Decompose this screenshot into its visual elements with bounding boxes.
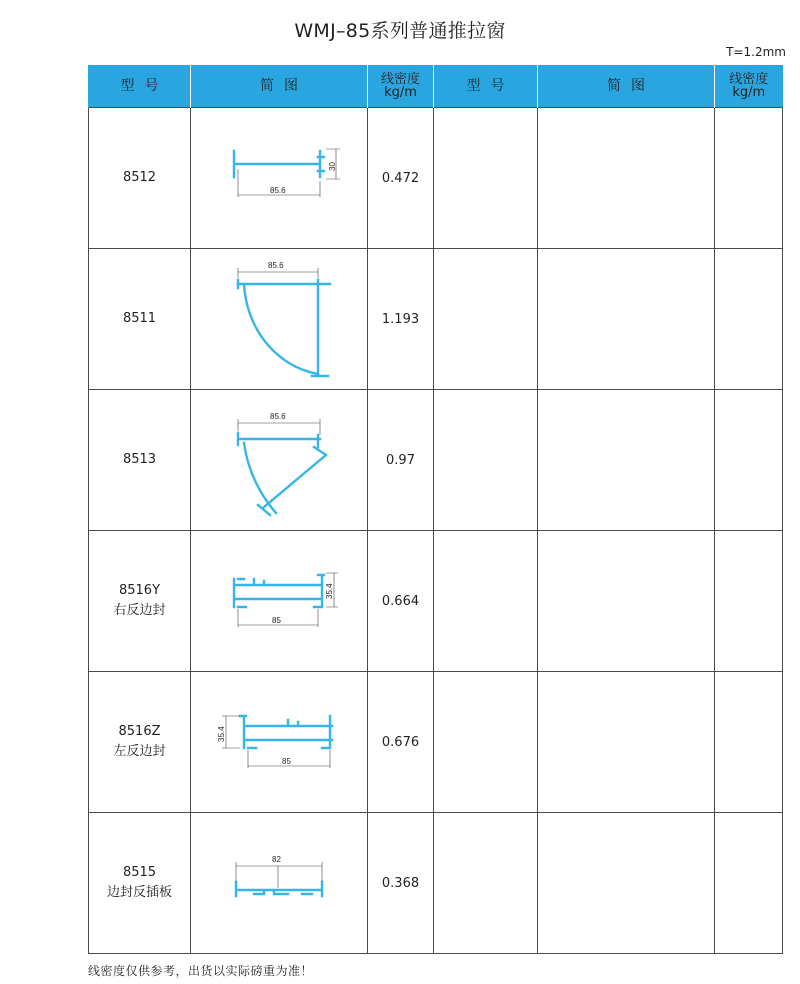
header-figure-left: 简图 <box>191 65 368 108</box>
profile-figure-cell <box>191 108 368 249</box>
header-density-right: 线密度 kg/m <box>715 65 783 108</box>
model-cell: 8516Z 左反边封 <box>89 672 191 813</box>
wall-thickness: T=1.2mm <box>726 45 786 59</box>
density-cell: 0.368 <box>368 813 434 954</box>
empty-cell <box>434 390 538 531</box>
empty-cell <box>538 390 715 531</box>
empty-cell <box>434 108 538 249</box>
empty-cell <box>434 813 538 954</box>
empty-cell <box>538 249 715 390</box>
table-row <box>89 672 783 813</box>
table-row <box>89 108 783 249</box>
empty-cell <box>715 672 783 813</box>
svg-text:82: 82 <box>272 855 281 864</box>
profile-8513-drawing <box>214 397 344 523</box>
svg-text:85: 85 <box>282 757 291 766</box>
table-row <box>89 249 783 390</box>
empty-cell <box>434 672 538 813</box>
model-cell: 8511 <box>89 249 191 390</box>
density-cell: 0.664 <box>368 531 434 672</box>
empty-cell <box>715 390 783 531</box>
profile-figure-cell <box>191 813 368 954</box>
table-row <box>89 390 783 531</box>
empty-cell <box>715 249 783 390</box>
svg-text:85.6: 85.6 <box>268 261 284 270</box>
header-model-right: 型号 <box>434 65 538 108</box>
profile-8516Z-drawing <box>214 702 344 782</box>
svg-text:85.6: 85.6 <box>270 186 286 195</box>
model-cell: 8515 边封反插板 <box>89 813 191 954</box>
table-row <box>89 813 783 954</box>
empty-cell <box>538 108 715 249</box>
svg-text:30: 30 <box>328 162 337 171</box>
profile-8515-drawing <box>214 848 344 918</box>
profile-8512-drawing <box>214 143 344 213</box>
empty-cell <box>715 813 783 954</box>
empty-cell <box>715 108 783 249</box>
density-cell: 0.472 <box>368 108 434 249</box>
profile-8511-drawing <box>214 256 344 382</box>
empty-cell <box>538 813 715 954</box>
density-cell: 0.676 <box>368 672 434 813</box>
header-figure-right: 简图 <box>538 65 715 108</box>
footnote: 线密度仅供参考，出货以实际磅重为准！ <box>88 964 314 978</box>
empty-cell <box>434 249 538 390</box>
empty-cell <box>715 531 783 672</box>
empty-cell <box>538 672 715 813</box>
profile-figure-cell <box>191 390 368 531</box>
header-density-left: 线密度 kg/m <box>368 65 434 108</box>
svg-text:35.4: 35.4 <box>217 726 226 742</box>
svg-text:85: 85 <box>272 616 281 625</box>
svg-text:85.6: 85.6 <box>270 412 286 421</box>
table-row <box>89 531 783 672</box>
model-cell: 8512 <box>89 108 191 249</box>
svg-text:35.4: 35.4 <box>325 583 334 599</box>
model-cell: 8516Y 右反边封 <box>89 531 191 672</box>
empty-cell <box>538 531 715 672</box>
density-cell: 0.97 <box>368 390 434 531</box>
table-header-row <box>89 65 783 108</box>
empty-cell <box>434 531 538 672</box>
profile-8516Y-drawing <box>214 561 344 641</box>
model-cell: 8513 <box>89 390 191 531</box>
profile-figure-cell <box>191 672 368 813</box>
header-model-left: 型号 <box>89 65 191 108</box>
profile-spec-table <box>88 65 783 954</box>
profile-figure-cell <box>191 531 368 672</box>
page-title: WMJ–85系列普通推拉窗 <box>294 20 506 42</box>
density-cell: 1.193 <box>368 249 434 390</box>
profile-figure-cell <box>191 249 368 390</box>
